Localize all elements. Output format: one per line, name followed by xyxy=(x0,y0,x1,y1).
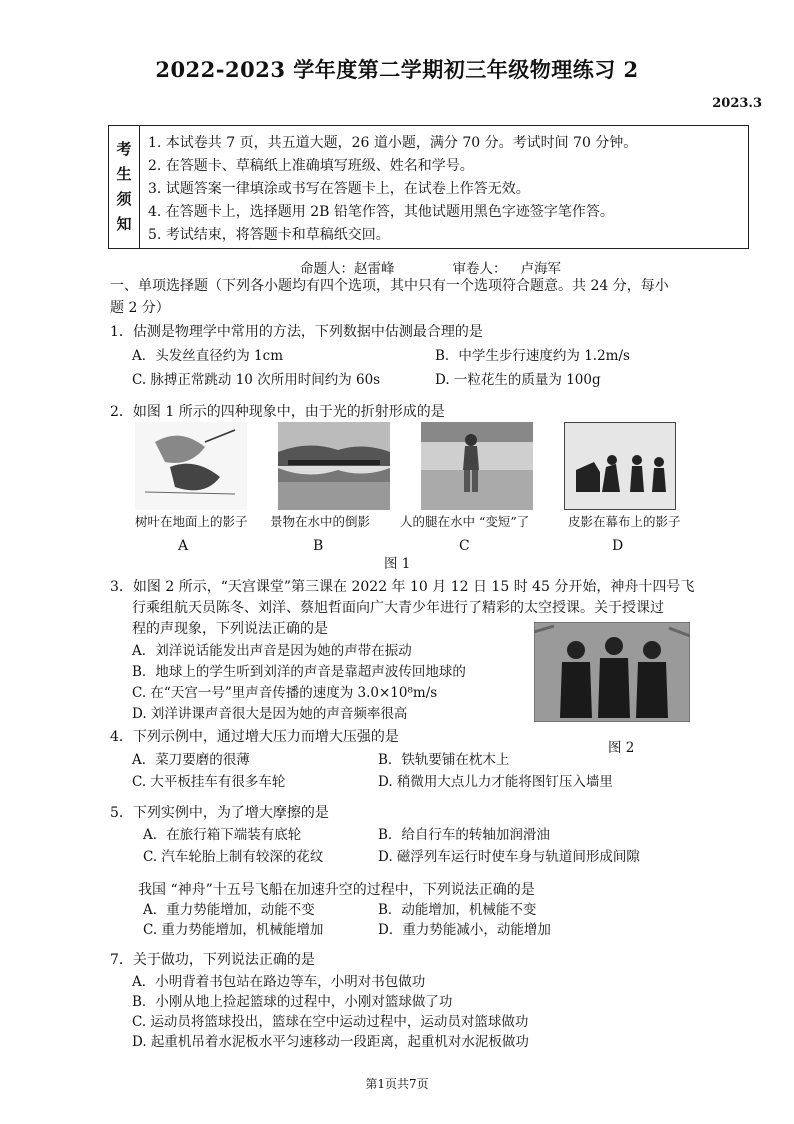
question-7-stem: 7．关于做功，下列说法正确的是 xyxy=(110,952,315,968)
question-5-option-c: C. 汽车轮胎上制有较深的花纹 xyxy=(143,849,324,865)
question-4-option-a: A．菜刀要磨的很薄 xyxy=(132,752,250,768)
question-5-stem: 5．下列实例中，为了增大摩擦的是 xyxy=(110,805,329,821)
notice-item: 2. 在答题卡、草稿纸上准确填写班级、姓名和学号。 xyxy=(148,158,474,174)
setter-name: 赵雷峰 xyxy=(354,261,395,277)
notice-label-char: 生 xyxy=(116,165,132,183)
question-3-option-a: A．刘洋说话能发出声音是因为她的声带在振动 xyxy=(132,643,412,659)
figure-1a-caption: 树叶在地面上的影子 xyxy=(135,514,248,529)
figure-1-label: 图 1 xyxy=(384,556,411,572)
water-reflection-illustration xyxy=(278,422,390,510)
page-footer: 第1页共7页 xyxy=(365,1077,429,1091)
question-1-option-a: A．头发丝直径约为 1cm xyxy=(132,348,283,364)
question-1-option-b: B．中学生步行速度约为 1.2m/s xyxy=(435,348,630,364)
authors-line xyxy=(300,257,561,277)
page-title: 2022-2023 学年度第二学期初三年级物理练习 2 xyxy=(155,57,639,82)
question-4-option-b: B．铁轨要铺在枕木上 xyxy=(378,752,510,768)
candidate-notice-box xyxy=(108,125,749,249)
figure-1a-letter: A xyxy=(178,538,189,554)
notice-label-char: 考 xyxy=(116,140,132,158)
question-7-option-d: D. 起重机吊着水泥板水平匀速移动一段距离，起重机对水泥板做功 xyxy=(132,1034,529,1050)
question-4-option-d: D. 稍微用大点儿力才能将图钉压入墙里 xyxy=(378,774,613,790)
section-heading-cont: 题 2 分） xyxy=(110,300,170,316)
question-3-option-c: C. 在“天宫一号”里声音传播的速度为 3.0×10⁸m/s xyxy=(132,685,438,701)
reviewer-name: 卢海军 xyxy=(520,261,561,277)
notice-item: 3. 试题答案一律填涂或书写在答题卡上，在试卷上作答无效。 xyxy=(148,181,530,197)
figure-1d-caption: 皮影在幕布上的影子 xyxy=(568,514,681,529)
question-3-stem-cont: 程的声现象，下列说法正确的是 xyxy=(132,621,328,637)
question-4-option-c: C. 大平板挂车有很多车轮 xyxy=(132,774,286,790)
figure-1d-image xyxy=(564,422,676,510)
question-7-option-c: C. 运动员将篮球投出，篮球在空中运动过程中，运动员对篮球做功 xyxy=(132,1014,529,1030)
figure-1c-caption: 人的腿在水中 “变短”了 xyxy=(400,514,530,529)
notice-items xyxy=(140,126,748,248)
question-6-option-d: D．重力势能减小，动能增加 xyxy=(378,922,551,938)
question-6-option-a: A．重力势能增加，动能不变 xyxy=(143,902,315,918)
leaf-shadow-illustration xyxy=(135,422,247,510)
question-2-stem: 2．如图 1 所示的四种现象中，由于光的折射形成的是 xyxy=(110,404,445,420)
figure-1c-image xyxy=(421,422,533,510)
notice-item: 1. 本试卷共 7 页，共五道大题，26 道小题，满分 70 分。考试时间 70 分钟。 xyxy=(148,135,638,151)
shadow-puppet-illustration xyxy=(564,422,676,510)
reviewer-label: 审卷人： xyxy=(452,261,507,277)
question-1-option-c: C. 脉搏正常跳动 10 次所用时间约为 60s xyxy=(132,372,381,388)
figure-2-label: 图 2 xyxy=(608,740,635,756)
question-3-option-b: B．地球上的学生听到刘洋的声音是靠超声波传回地球的 xyxy=(132,664,466,680)
question-1-stem: 1．估测是物理学中常用的方法，下列数据中估测最合理的是 xyxy=(110,324,483,340)
notice-label-char: 须 xyxy=(116,190,132,208)
figure-1c-letter: C xyxy=(459,538,470,554)
question-6-option-b: B．动能增加，机械能不变 xyxy=(378,902,537,918)
question-3-option-d: D. 刘洋讲课声音很大是因为她的声音频率很高 xyxy=(132,706,408,722)
notice-item: 4. 在答题卡上，选择题用 2B 铅笔作答，其他试题用黑色字迹签字笔作答。 xyxy=(148,204,614,220)
figure-1a-image xyxy=(135,422,247,510)
question-6-stem: 我国 “神舟”十五号飞船在加速升空的过程中，下列说法正确的是 xyxy=(138,882,535,898)
question-4-stem: 4．下列示例中，通过增大压力而增大压强的是 xyxy=(110,729,399,745)
question-7-option-b: B．小刚从地上捡起篮球的过程中，小刚对篮球做了功 xyxy=(132,994,453,1010)
figure-2-image xyxy=(534,622,690,722)
section-heading: 一、单项选择题（下列各小题均有四个选项，其中只有一个选项符合题意。共 24 分，每小 xyxy=(110,278,669,294)
figure-1b-caption: 景物在水中的倒影 xyxy=(270,514,371,529)
notice-item: 5. 考试结束，将答题卡和草稿纸交回。 xyxy=(148,227,390,243)
figure-1-images xyxy=(135,422,695,512)
astronauts-photo xyxy=(534,622,690,722)
question-3-stem: 3．如图 2 所示，“天宫课堂”第三课在 2022 年 10 月 12 日 15 时 45 分开始，神舟十四号飞 xyxy=(110,579,695,595)
leg-in-water-illustration xyxy=(421,422,533,510)
setter-label: 命题人： xyxy=(300,261,354,277)
figure-1d-letter: D xyxy=(612,538,624,554)
figure-1b-image xyxy=(278,422,390,510)
notice-label xyxy=(109,126,140,248)
question-5-option-d: D. 磁浮列车运行时使车身与轨道间形成间隙 xyxy=(378,849,640,865)
question-5-option-b: B．给自行车的转轴加润滑油 xyxy=(378,827,550,843)
exam-date: 2023.3 xyxy=(712,96,762,111)
question-6-option-c: C. 重力势能增加，机械能增加 xyxy=(143,922,324,938)
question-1-option-d: D. 一粒花生的质量为 100g xyxy=(435,372,601,388)
notice-label-char: 知 xyxy=(116,215,132,233)
question-3-stem-cont: 行乘组航天员陈冬、刘洋、蔡旭哲面向广大青少年进行了精彩的太空授课。关于授课过 xyxy=(132,600,664,616)
figure-1b-letter: B xyxy=(313,538,324,554)
question-5-option-a: A．在旅行箱下端装有底轮 xyxy=(143,827,302,843)
question-7-option-a: A．小明背着书包站在路边等车，小明对书包做功 xyxy=(132,974,426,990)
